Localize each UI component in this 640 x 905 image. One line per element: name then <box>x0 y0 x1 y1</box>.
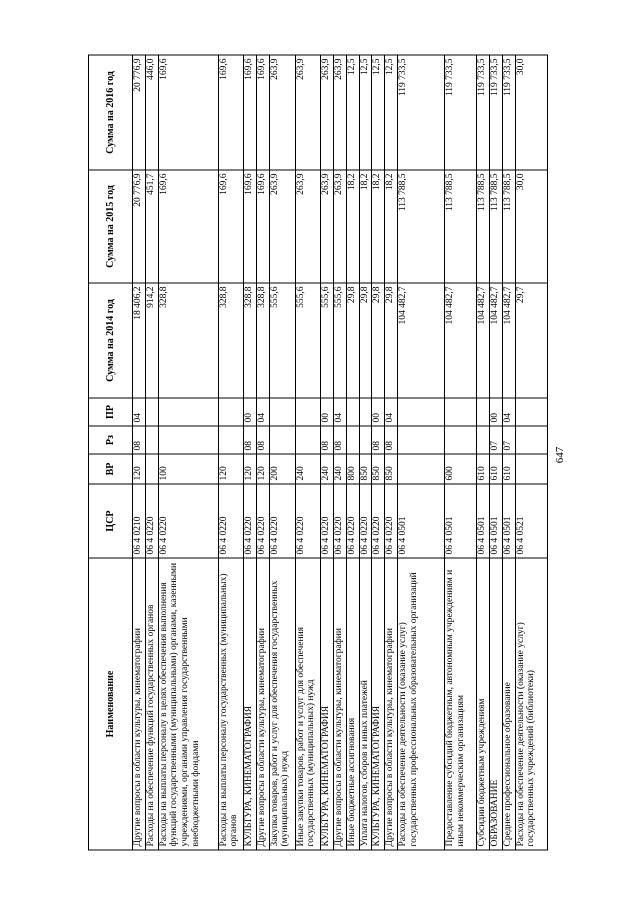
header-rz: Рз <box>89 426 133 454</box>
cell-sum-2016: 119 733,5 <box>502 55 515 170</box>
cell-name: КУЛЬТУРА, КИНЕМАТОГРАФИЯ <box>321 558 334 850</box>
cell-csr: 06 4 0501 <box>490 484 503 558</box>
cell-rz <box>515 426 547 454</box>
cell-sum-2014: 29,7 <box>515 283 547 398</box>
cell-sum-2014: 29,8 <box>346 283 359 398</box>
cell-vr: 240 <box>321 454 334 484</box>
cell-sum-2015: 451,7 <box>145 170 158 283</box>
cell-rz <box>269 426 295 454</box>
cell-sum-2015: 18,2 <box>372 170 385 283</box>
cell-rz: 08 <box>244 426 257 454</box>
cell-sum-2015: 263,9 <box>269 170 295 283</box>
cell-sum-2014: 555,6 <box>321 283 334 398</box>
cell-sum-2016: 12,5 <box>359 55 372 170</box>
cell-name: КУЛЬТУРА, КИНЕМАТОГРАФИЯ <box>372 558 385 850</box>
cell-csr: 06 4 0220 <box>244 484 257 558</box>
budget-table <box>88 55 548 851</box>
cell-sum-2016: 263,9 <box>321 55 334 170</box>
cell-sum-2016: 12,5 <box>346 55 359 170</box>
cell-sum-2015: 18,2 <box>346 170 359 283</box>
cell-name: Иные бюджетные ассигнования <box>346 558 359 850</box>
cell-sum-2014: 914,2 <box>145 283 158 398</box>
cell-rz <box>346 426 359 454</box>
cell-rz: 08 <box>321 426 334 454</box>
cell-name: Расходы на обеспечение деятельности (оказание услуг) государственных профессиональных образовательных организаций <box>398 558 445 850</box>
cell-name: Расходы на обеспечение деятельности (оказание услуг) государственных учреждений (библиотеки) <box>515 558 547 850</box>
cell-vr: 610 <box>490 454 503 484</box>
cell-name: Уплата налогов, сборов и иных платежей <box>359 558 372 850</box>
cell-pr: 04 <box>385 398 398 426</box>
cell-sum-2016: 20 776,9 <box>133 55 146 170</box>
cell-name: КУЛЬТУРА, КИНЕМАТОГРАФИЯ <box>244 558 257 850</box>
cell-pr <box>158 398 218 426</box>
cell-sum-2016: 30,0 <box>515 55 547 170</box>
cell-pr <box>269 398 295 426</box>
cell-sum-2015: 169,6 <box>244 170 257 283</box>
cell-pr <box>515 398 547 426</box>
cell-sum-2014: 328,8 <box>244 283 257 398</box>
cell-vr: 610 <box>477 454 490 484</box>
cell-rz: 08 <box>334 426 347 454</box>
header-sum-2015: Сумма на 2015 год <box>89 170 133 283</box>
table-row <box>445 55 477 850</box>
table-row <box>477 55 490 850</box>
cell-sum-2016: 169,6 <box>218 55 244 170</box>
cell-sum-2014: 555,6 <box>295 283 321 398</box>
header-vr: ВР <box>89 454 133 484</box>
cell-sum-2014: 29,8 <box>385 283 398 398</box>
page-number: 647 <box>554 446 566 464</box>
table-row <box>490 55 503 850</box>
cell-name: Расходы на выплаты персоналу в целях обеспечения выполнения функций государственными (муниципальными) органами, казенными учреждениями, органами управления государственными внебюджетными фондами <box>158 558 218 850</box>
cell-sum-2016: 169,6 <box>244 55 257 170</box>
cell-pr: 04 <box>257 398 270 426</box>
table-wrapper <box>88 56 548 851</box>
table-row <box>515 55 547 850</box>
cell-sum-2015: 113 788,5 <box>477 170 490 283</box>
table-row <box>295 55 321 850</box>
cell-csr: 06 4 0210 <box>133 484 146 558</box>
cell-rz <box>145 426 158 454</box>
cell-rz: 08 <box>372 426 385 454</box>
cell-sum-2015: 113 788,5 <box>398 170 445 283</box>
cell-rz <box>295 426 321 454</box>
cell-rz <box>218 426 244 454</box>
cell-sum-2015: 30,0 <box>515 170 547 283</box>
cell-csr: 06 4 0521 <box>515 484 547 558</box>
cell-vr: 100 <box>158 454 218 484</box>
cell-rz: 07 <box>490 426 503 454</box>
cell-sum-2014: 104 482,7 <box>398 283 445 398</box>
cell-pr <box>295 398 321 426</box>
cell-sum-2016: 12,5 <box>385 55 398 170</box>
cell-rz <box>477 426 490 454</box>
cell-name: Закупка товаров, работ и услуг для обеспечения государственных (муниципальных) нужд <box>269 558 295 850</box>
table-row <box>244 55 257 850</box>
cell-name: ОБРАЗОВАНИЕ <box>490 558 503 850</box>
cell-csr: 06 4 0220 <box>158 484 218 558</box>
cell-pr: 04 <box>133 398 146 426</box>
cell-csr: 06 4 0501 <box>477 484 490 558</box>
cell-pr: 00 <box>321 398 334 426</box>
table-header-row <box>89 55 133 850</box>
table-row <box>398 55 445 850</box>
cell-sum-2016: 446,0 <box>145 55 158 170</box>
cell-csr: 06 4 0220 <box>295 484 321 558</box>
cell-vr: 850 <box>359 454 372 484</box>
cell-vr <box>515 454 547 484</box>
cell-vr <box>145 454 158 484</box>
cell-name: Среднее профессиональное образование <box>502 558 515 850</box>
cell-csr: 06 4 0220 <box>346 484 359 558</box>
cell-rz: 08 <box>133 426 146 454</box>
cell-sum-2016: 263,9 <box>295 55 321 170</box>
cell-sum-2015: 20 776,9 <box>133 170 146 283</box>
table-row <box>133 55 146 850</box>
cell-pr <box>218 398 244 426</box>
cell-vr: 610 <box>502 454 515 484</box>
cell-sum-2014: 555,6 <box>269 283 295 398</box>
cell-sum-2015: 113 788,5 <box>445 170 477 283</box>
cell-vr: 850 <box>385 454 398 484</box>
cell-pr: 00 <box>244 398 257 426</box>
cell-sum-2015: 113 788,5 <box>490 170 503 283</box>
cell-sum-2016: 119 733,5 <box>490 55 503 170</box>
cell-pr <box>445 398 477 426</box>
table-row <box>334 55 347 850</box>
header-name: Наименование <box>89 558 133 850</box>
table-body <box>133 55 548 850</box>
cell-pr <box>346 398 359 426</box>
cell-vr: 240 <box>295 454 321 484</box>
cell-pr: 00 <box>372 398 385 426</box>
cell-rz <box>445 426 477 454</box>
cell-vr: 600 <box>445 454 477 484</box>
cell-name: Другие вопросы в области культуры, кинематографии <box>334 558 347 850</box>
cell-name: Иные закупки товаров, работ и услуг для обеспечения государственных (муниципальных) нужд <box>295 558 321 850</box>
cell-sum-2016: 119 733,5 <box>398 55 445 170</box>
cell-vr: 120 <box>218 454 244 484</box>
cell-sum-2014: 328,8 <box>158 283 218 398</box>
cell-pr: 00 <box>490 398 503 426</box>
cell-sum-2015: 18,2 <box>385 170 398 283</box>
cell-sum-2015: 113 788,5 <box>502 170 515 283</box>
cell-sum-2015: 169,6 <box>218 170 244 283</box>
cell-name: Предоставление субсидий бюджетным, автономным учреждениям и иным некоммерческим организациям <box>445 558 477 850</box>
cell-name: Субсидии бюджетным учреждениям <box>477 558 490 850</box>
cell-csr: 06 4 0220 <box>321 484 334 558</box>
table-row <box>145 55 158 850</box>
cell-name: Расходы на обеспечение функций государственных органов <box>145 558 158 850</box>
cell-sum-2016: 169,6 <box>158 55 218 170</box>
header-pr: ПР <box>89 398 133 426</box>
cell-pr: 04 <box>502 398 515 426</box>
table-row <box>346 55 359 850</box>
cell-csr: 06 4 0220 <box>218 484 244 558</box>
table-row <box>321 55 334 850</box>
cell-vr: 800 <box>346 454 359 484</box>
table-row <box>385 55 398 850</box>
cell-sum-2014: 29,8 <box>359 283 372 398</box>
cell-sum-2015: 169,6 <box>257 170 270 283</box>
cell-vr: 850 <box>372 454 385 484</box>
cell-sum-2014: 555,6 <box>334 283 347 398</box>
cell-csr: 06 4 0501 <box>445 484 477 558</box>
cell-rz: 08 <box>257 426 270 454</box>
cell-vr: 120 <box>244 454 257 484</box>
cell-vr <box>398 454 445 484</box>
table-row <box>502 55 515 850</box>
cell-name: Другие вопросы в области культуры, кинематографии <box>133 558 146 850</box>
cell-pr <box>398 398 445 426</box>
cell-csr: 06 4 0220 <box>359 484 372 558</box>
table-row <box>218 55 244 850</box>
table-row <box>359 55 372 850</box>
cell-sum-2014: 18 406,2 <box>133 283 146 398</box>
cell-name: Расходы на выплаты персоналу государственных (муниципальных) органов <box>218 558 244 850</box>
cell-sum-2015: 263,9 <box>321 170 334 283</box>
cell-rz <box>158 426 218 454</box>
cell-sum-2014: 29,8 <box>372 283 385 398</box>
cell-sum-2014: 328,8 <box>257 283 270 398</box>
cell-pr <box>359 398 372 426</box>
cell-csr: 06 4 0220 <box>269 484 295 558</box>
cell-csr: 06 4 0501 <box>502 484 515 558</box>
table-row <box>372 55 385 850</box>
table-row <box>158 55 218 850</box>
cell-sum-2014: 328,8 <box>218 283 244 398</box>
cell-rz <box>398 426 445 454</box>
header-csr: ЦСР <box>89 484 133 558</box>
cell-vr: 200 <box>269 454 295 484</box>
cell-csr: 06 4 0220 <box>385 484 398 558</box>
cell-sum-2015: 169,6 <box>158 170 218 283</box>
cell-csr: 06 4 0220 <box>257 484 270 558</box>
cell-sum-2015: 263,9 <box>295 170 321 283</box>
table-row <box>257 55 270 850</box>
table-row <box>269 55 295 850</box>
cell-sum-2014: 104 482,7 <box>502 283 515 398</box>
cell-csr: 06 4 0220 <box>145 484 158 558</box>
cell-rz: 07 <box>502 426 515 454</box>
cell-pr <box>145 398 158 426</box>
cell-vr: 240 <box>334 454 347 484</box>
cell-sum-2016: 263,9 <box>334 55 347 170</box>
header-sum-2016: Сумма на 2016 год <box>89 55 133 170</box>
header-sum-2014: Сумма на 2014 год <box>89 283 133 398</box>
cell-sum-2014: 104 482,7 <box>445 283 477 398</box>
cell-sum-2014: 104 482,7 <box>490 283 503 398</box>
cell-vr: 120 <box>257 454 270 484</box>
cell-name: Другие вопросы в области культуры, кинематографии <box>257 558 270 850</box>
cell-csr: 06 4 0220 <box>372 484 385 558</box>
cell-sum-2016: 119 733,5 <box>477 55 490 170</box>
cell-name: Другие вопросы в области культуры, кинематографии <box>385 558 398 850</box>
cell-vr: 120 <box>133 454 146 484</box>
cell-sum-2016: 119 733,5 <box>445 55 477 170</box>
cell-sum-2016: 169,6 <box>257 55 270 170</box>
cell-rz <box>359 426 372 454</box>
cell-sum-2016: 263,9 <box>269 55 295 170</box>
cell-pr: 04 <box>334 398 347 426</box>
cell-csr: 06 4 0501 <box>398 484 445 558</box>
cell-sum-2015: 263,9 <box>334 170 347 283</box>
cell-sum-2014: 104 482,7 <box>477 283 490 398</box>
cell-csr: 06 4 0220 <box>334 484 347 558</box>
cell-sum-2015: 18,2 <box>359 170 372 283</box>
cell-rz: 08 <box>385 426 398 454</box>
cell-sum-2016: 12,5 <box>372 55 385 170</box>
cell-pr <box>477 398 490 426</box>
